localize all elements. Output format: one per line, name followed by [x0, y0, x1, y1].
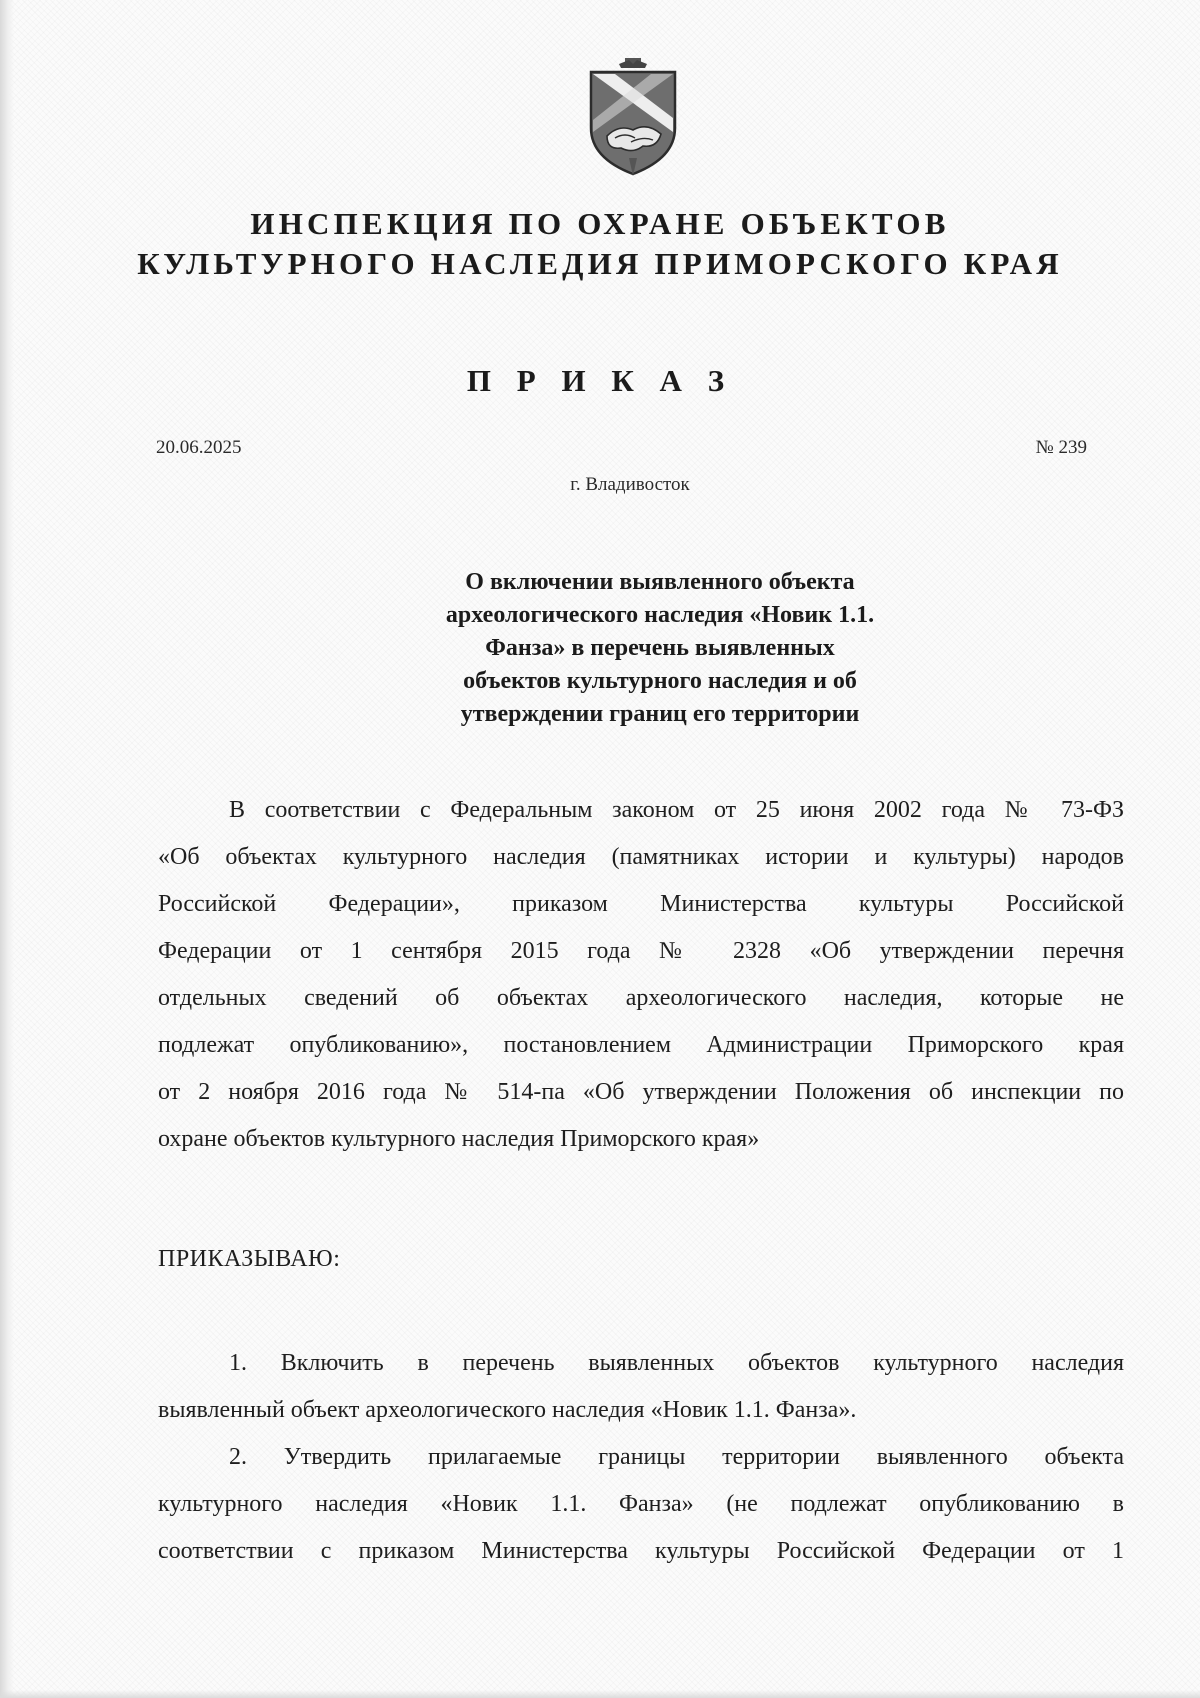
preamble-line: Федерации от 1 сентября 2015 года № 2328 «Об утверждении перечня	[158, 938, 1124, 964]
coat-of-arms-emblem	[585, 58, 681, 178]
document-title	[370, 566, 950, 731]
item-line: 1. Включить в перечень выявленных объектов культурного наследия	[229, 1350, 1124, 1376]
item-line: 2. Утвердить прилагаемые границы территории выявленного объекта	[229, 1444, 1124, 1470]
order-items	[158, 1340, 1124, 1575]
document-date: 20.06.2025	[156, 437, 242, 458]
org-name-line-1: ИНСПЕКЦИЯ ПО ОХРАНЕ ОБЪЕКТОВ	[250, 206, 950, 241]
org-name-line-2: КУЛЬТУРНОГО НАСЛЕДИЯ ПРИМОРСКОГО КРАЯ	[137, 246, 1063, 281]
title-line: утверждении границ его территории	[460, 701, 860, 727]
document-number: № 239	[1035, 437, 1087, 458]
preamble-line: Российской Федерации», приказом Министерства культуры Российской	[158, 891, 1124, 917]
title-line: Фанза» в перечень выявленных	[485, 635, 835, 661]
title-line: О включении выявленного объекта	[465, 569, 855, 595]
order-directive: ПРИКАЗЫВАЮ:	[158, 1246, 341, 1272]
preamble-line: «Об объектах культурного наследия (памятниках истории и культуры) народов	[158, 844, 1124, 870]
preamble-line: охране объектов культурного наследия Приморского края»	[158, 1126, 760, 1152]
title-line: археологического наследия «Новик 1.1.	[445, 602, 875, 628]
item-line: выявленный объект археологического наследия «Новик 1.1. Фанза».	[158, 1397, 857, 1423]
document-city: г. Владивосток	[570, 474, 690, 495]
preamble-line: отдельных сведений об объектах археологического наследия, которые не	[158, 985, 1124, 1011]
preamble-paragraph	[158, 787, 1124, 1163]
preamble-line: В соответствии с Федеральным законом от 25 июня 2002 года № 73-ФЗ	[229, 797, 1124, 823]
preamble-line: от 2 ноября 2016 года № 514-па «Об утверждении Положения об инспекции по	[158, 1079, 1124, 1105]
item-line: культурного наследия «Новик 1.1. Фанза» (не подлежат опубликованию в	[158, 1491, 1124, 1517]
document-type-heading: П Р И К А З	[466, 363, 734, 398]
item-line: соответствии с приказом Министерства культуры Российской Федерации от 1	[158, 1538, 1124, 1564]
preamble-line: подлежат опубликованию», постановлением Администрации Приморского края	[158, 1032, 1124, 1058]
scan-bottom-edge	[0, 1690, 1200, 1698]
title-line: объектов культурного наследия и об	[463, 668, 857, 694]
